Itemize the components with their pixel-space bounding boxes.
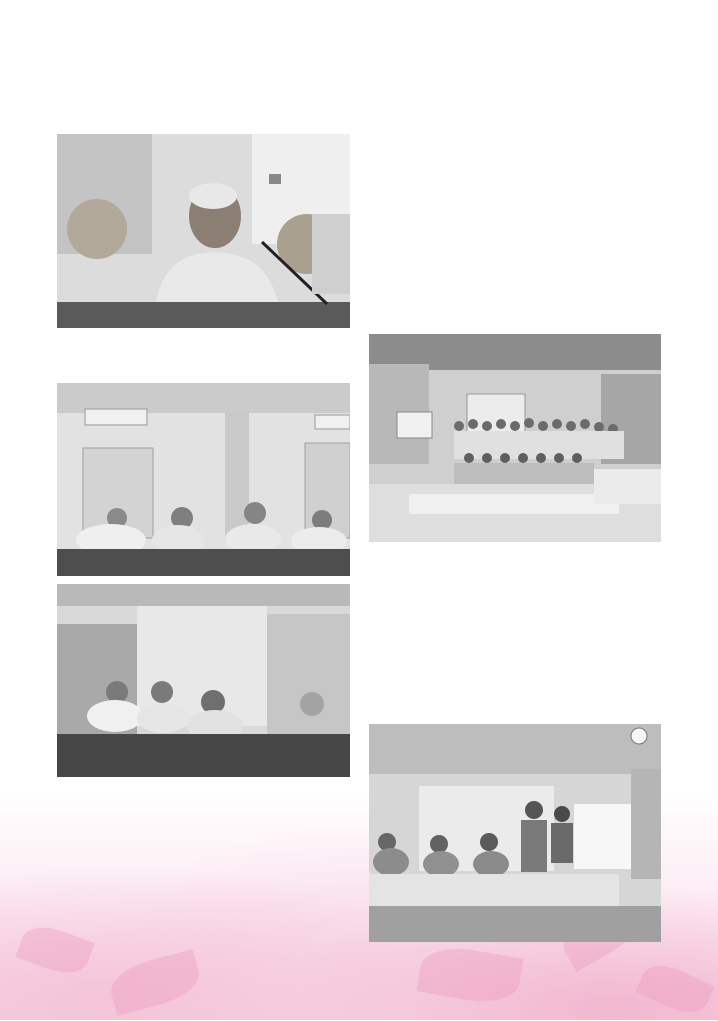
left-column-top <box>57 72 350 75</box>
photo-meeting-table <box>57 383 350 576</box>
photo-group <box>369 334 661 542</box>
photo-meeting-delegates <box>57 584 350 777</box>
photo-group-illustration <box>369 334 661 542</box>
photo-speaker <box>57 134 350 328</box>
photo-presentation-room-illustration <box>369 724 661 942</box>
photo-meeting-table-illustration <box>57 383 350 576</box>
right-column-top <box>369 72 661 75</box>
photo-speaker-illustration <box>57 134 350 328</box>
photo-meeting-delegates-illustration <box>57 584 350 777</box>
photo-presentation-room <box>369 724 661 942</box>
